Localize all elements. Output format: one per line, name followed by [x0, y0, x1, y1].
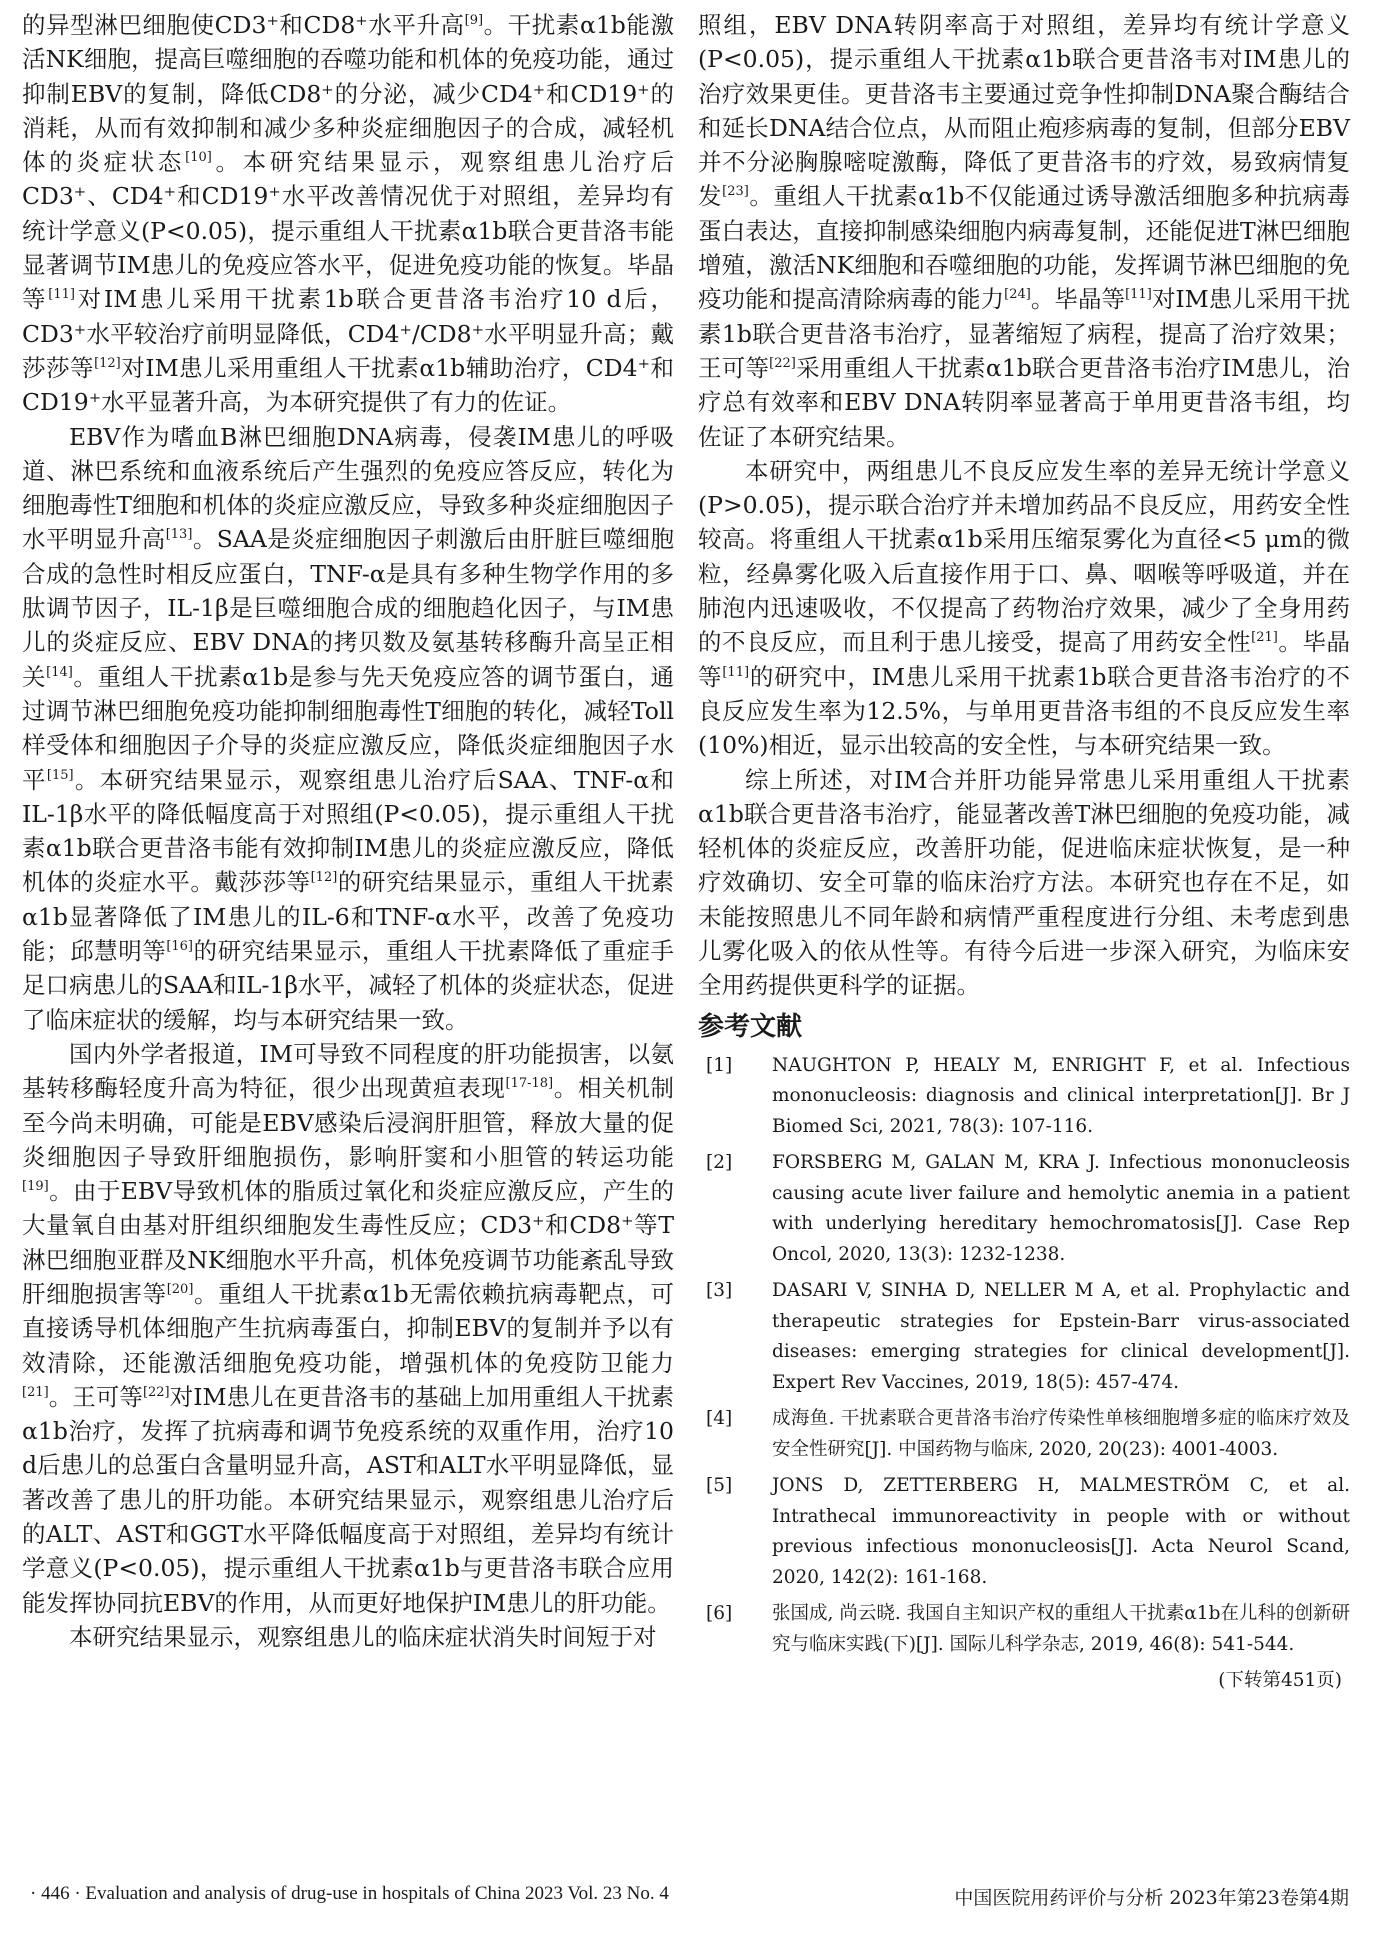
reference-number: [6] — [706, 1603, 733, 1625]
citation: [11] — [722, 664, 750, 680]
reference-text: 张国成, 尚云晓. 我国自主知识产权的重组人干扰素α1b在儿科的创新研究与临床实践(下)[J]. 国际儿科学杂志, 2019, 46(8): 541-544. — [772, 1603, 1350, 1655]
paragraph: 综上所述，对IM合并肝功能异常患儿采用重组人干扰素α1b联合更昔洛韦治疗，能显著改善T淋巴细胞的免疫功能，减轻机体的炎症反应，改善肝功能，促进临床症状恢复，是一种疗效确切、安全可靠的临床治疗方法。本研究也存在不足，如未能按照患儿不同年龄和病情严重程度进行分组、未考虑到患儿雾化吸入的依从性等。有待今后进一步深入研究，为临床安全用药提供更科学的证据。 — [698, 765, 1350, 1000]
reference-text: JONS D, ZETTERBERG H, MALMESTRÖM C, et al. Intrathecal immunoreactivity in people with or without previous infectious mononucleosis[J]. Acta Neurol Scand, 2020, 142(2): 161-168. — [772, 1475, 1350, 1588]
reference-item — [698, 1471, 1350, 1593]
citation: [15] — [46, 767, 74, 783]
reference-item — [698, 1599, 1350, 1660]
citation: [16] — [166, 939, 193, 955]
citation: [12] — [310, 870, 338, 886]
continued-note: (下转第451页) — [1218, 1670, 1342, 1692]
reference-item — [698, 1148, 1350, 1270]
paragraph: 本研究中，两组患儿不良反应发生率的差异无统计学意义(P>0.05)，提示联合治疗并未增加药品不良反应，用药安全性较高。将重组人干扰素α1b采用压缩泵雾化为直径<5 μm的微粒，经鼻雾化吸入后直接作用于口、鼻、咽喉等呼吸道，并在肺泡内迅速吸收，不仅提高了药物治疗效果，减少了全身用药的不良反应，而且利于患儿接受，提高了用药安全性[21]。毕晶等[11]的研究中，IM患儿采用干扰素1b联合更昔洛韦治疗的不良反应发生率为12.5%，与单用更昔洛韦组的不良反应发生率(10%)相近，显示出较高的安全性，与本研究结果一致。 — [698, 456, 1351, 760]
citation: [22] — [769, 355, 796, 371]
reference-number: [1] — [706, 1054, 733, 1076]
citation: [12] — [94, 355, 121, 371]
citation: [9] — [464, 13, 484, 28]
citation: [21] — [22, 1384, 49, 1400]
right-column — [698, 8, 1350, 1696]
reference-item — [698, 1276, 1350, 1398]
citation: [10] — [185, 150, 212, 166]
paragraph: EBV作为嗜血B淋巴细胞DNA病毒，侵袭IM患儿的呼吸道、淋巴系统和血液系统后产生强烈的免疫应答反应，转化为细胞毒性T细胞和机体的炎症应激反应，导致多种炎症细胞因子水平明显升高[13]。SAA是炎症细胞因子刺激后由肝脏巨噬细胞合成的急性时相反应蛋白，TNF-α是具有多种生物学作用的多肽调节因子，IL-1β是巨噬细胞合成的细胞趋化因子，与IM患儿的炎症反应、EBV DNA的拷贝数及氨基转移酶升高呈正相关[14]。重组人干扰素α1b是参与先天免疫应答的调节蛋白，通过调节淋巴细胞免疫功能抑制细胞毒性T细胞的转化，减轻Toll样受体和细胞因子介导的炎症应激反应，降低炎症细胞因子水平[15]。本研究结果显示，观察组患儿治疗后SAA、TNF-α和IL-1β水平的降低幅度高于对照组(P<0.05)，提示重组人干扰素α1b联合更昔洛韦能有效抑制IM患儿的炎症应激反应，降低机体的炎症水平。戴莎莎等[12]的研究结果显示，重组人干扰素α1b显著降低了IM患儿的IL-6和TNF-α水平，改善了免疫功能；邱慧明等[16]的研究结果显示，重组人干扰素降低了重症手足口病患儿的SAA和IL-1β水平，减轻了机体的炎症状态，促进了临床症状的缓解，均与本研究结果一致。 — [22, 422, 675, 1034]
reference-text: DASARI V, SINHA D, NELLER M A, et al. Prophylactic and therapeutic strategies for Epstein-Barr virus-associated diseases: emerging strategies for clinical development[J]. Expert Rev Vaccines, 2019, 18(5): 457-474. — [772, 1280, 1350, 1393]
left-column — [22, 8, 674, 1654]
citation: [11] — [48, 287, 75, 303]
citation: [23] — [722, 184, 749, 200]
citation: [19] — [22, 1179, 49, 1195]
reference-number: [5] — [706, 1475, 733, 1497]
reference-text: FORSBERG M, GALAN M, KRA J. Infectious mononucleosis causing acute liver failure and hemolytic anemia in a patient with underlying hereditary hemochromatosis[J]. Case Rep Oncol, 2020, 13(3): 1232-1238. — [772, 1152, 1350, 1265]
references-title: 参考文献 — [698, 1011, 803, 1042]
paragraph: 的异型淋巴细胞使CD3⁺和CD8⁺水平升高[9]。干扰素α1b能激活NK细胞，提高巨噬细胞的吞噬功能和机体的免疫功能，通过抑制EBV的复制，降低CD8⁺的分泌，减少CD4⁺和CD19⁺的消耗，从而有效抑制和减少多种炎症细胞因子的合成，减轻机体的炎症状态[10]。本研究结果显示，观察组患儿治疗后CD3⁺、CD4⁺和CD19⁺水平改善情况优于对照组，差异均有统计学意义(P<0.05)，提示重组人干扰素α1b联合更昔洛韦能显著调节IM患儿的免疫应答水平，促进免疫功能的恢复。毕晶等[11]对IM患儿采用干扰素1b联合更昔洛韦治疗10 d后，CD3⁺水平较治疗前明显降低，CD4⁺/CD8⁺水平明显升高；戴莎莎等[12]对IM患儿采用重组人干扰素α1b辅助治疗，CD4⁺和CD19⁺水平显著升高，为本研究提供了有力的佐证。 — [22, 11, 675, 417]
reference-number: [2] — [706, 1152, 733, 1174]
paragraph: 国内外学者报道，IM可导致不同程度的肝功能损害，以氨基转移酶轻度升高为特征，很少出现黄疸表现[17-18]。相关机制至今尚未明确，可能是EBV感染后浸润肝胆管，释放大量的促炎细胞因子导致肝细胞损伤，影响肝窦和小胆管的转运功能[19]。由于EBV导致机体的脂质过氧化和炎症应激反应，产生的大量氧自由基对肝组织细胞发生毒性反应；CD3⁺和CD8⁺等T淋巴细胞亚群及NK细胞水平升高，机体免疫调节功能紊乱导致肝细胞损害等[20]。重组人干扰素α1b无需依赖抗病毒靶点，可直接诱导机体细胞产生抗病毒蛋白，抑制EBV的复制并予以有效清除，还能激活细胞免疫功能，增强机体的免疫防卫能力[21]。王可等[22]对IM患儿在更昔洛韦的基础上加用重组人干扰素α1b治疗，发挥了抗病毒和调节免疫系统的双重作用，治疗10 d后患儿的总蛋白含量明显升高，AST和ALT水平明显降低，显著改善了患儿的肝功能。本研究结果显示，观察组患儿治疗后的ALT、AST和GGT水平降低幅度高于对照组，差异均有统计学意义(P<0.05)，提示重组人干扰素α1b与更昔洛韦联合应用能发挥协同抗EBV的作用，从而更好地保护IM患儿的肝功能。 — [22, 1039, 675, 1617]
citation: [17-18] — [505, 1076, 554, 1092]
reference-text: 成海鱼. 干扰素联合更昔洛韦治疗传染性单核细胞增多症的临床疗效及安全性研究[J]. 中国药物与临床, 2020, 20(23): 4001-4003. — [772, 1408, 1350, 1460]
citation: [20] — [166, 1281, 194, 1297]
paragraph: 本研究结果显示，观察组患儿的临床症状消失时间短于对 — [69, 1622, 657, 1651]
reference-text: NAUGHTON P, HEALY M, ENRIGHT F, et al. Infectious mononucleosis: diagnosis and clinical interpretation[J]. Br J Biomed Sci, 2021, 78(3): 107-116. — [772, 1054, 1350, 1137]
paragraph: 照组，EBV DNA转阴率高于对照组，差异均有统计学意义(P<0.05)，提示重组人干扰素α1b联合更昔洛韦对IM患儿的治疗效果更佳。更昔洛韦主要通过竞争性抑制DNA聚合酶结合和延长DNA结合位点，从而阻止疱疹病毒的复制，但部分EBV并不分泌胸腺嘧啶激酶，降低了更昔洛韦的疗效，易致病情复发[23]。重组人干扰素α1b不仅能通过诱导激活细胞多种抗病毒蛋白表达，直接抑制感染细胞内病毒复制，还能促进T淋巴细胞增殖，激活NK细胞和吞噬细胞的功能，发挥调节淋巴细胞的免疫功能和提高清除病毒的能力[24]。毕晶等[11]对IM患儿采用干扰素1b联合更昔洛韦治疗，显著缩短了病程，提高了治疗效果；王可等[22]采用重组人干扰素α1b联合更昔洛韦治疗IM患儿，治疗总有效率和EBV DNA转阴率显著高于单用更昔洛韦组，均佐证了本研究结果。 — [698, 11, 1351, 451]
citation: [24] — [1004, 287, 1031, 303]
citation: [14] — [46, 664, 73, 680]
reference-item — [698, 1051, 1350, 1143]
citation: [13] — [165, 527, 193, 543]
footer-journal-en: · 446 · Evaluation and analysis of drug-use in hospitals of China 2023 Vol. 23 No. 4 — [30, 1883, 669, 1904]
citation: [11] — [1125, 287, 1152, 303]
reference-number: [3] — [706, 1280, 733, 1302]
footer-journal-cn: 中国医院用药评价与分析 2023年第23卷第4期 — [954, 1887, 1349, 1909]
reference-number: [4] — [706, 1408, 733, 1430]
reference-item — [698, 1404, 1350, 1465]
citation: [22] — [142, 1384, 170, 1400]
citation: [21] — [1251, 630, 1278, 646]
